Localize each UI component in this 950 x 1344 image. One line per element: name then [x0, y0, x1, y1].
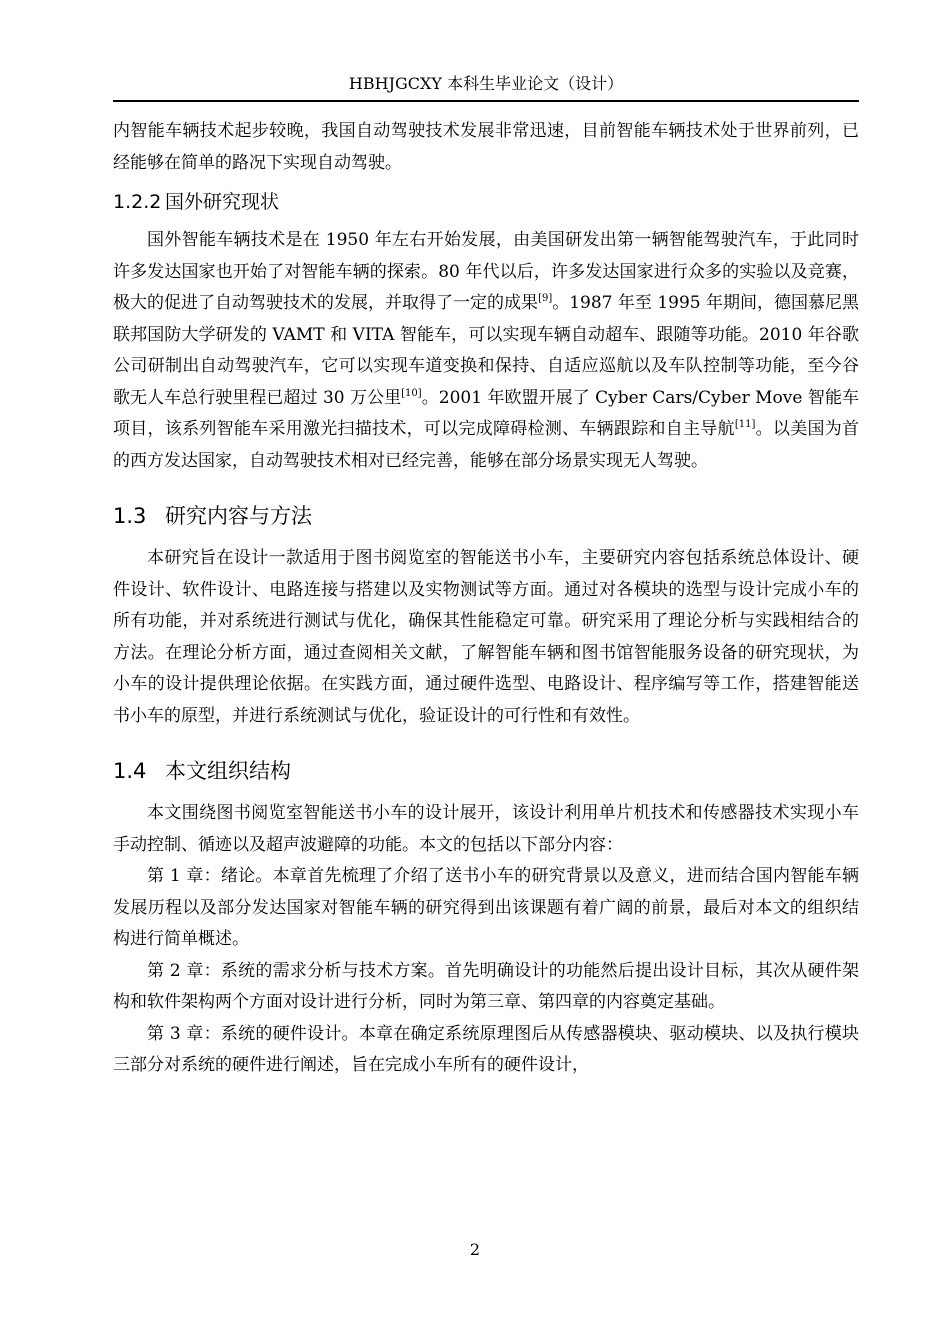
paragraph-research-content: 本研究旨在设计一款适用于图书阅览室的智能送书小车，主要研究内容包括系统总体设计、硬件设计、软件设计、电路连接与搭建以及实物测试等方面。通过对各模块的选型与设计完成小车的所有功能，并对系统进行测试与优化，确保其性能稳定可靠。研究采用了理论分析与实践相结合的方法。在理论分析方面，通过查阅相关文献，了解智能车辆和图书馆智能服务设备的研究现状，为小车的设计提供理论依据。在实践方面，通过硬件选型、电路设计、程序编写等工作，搭建智能送书小车的原型，并进行系统测试与优化，验证设计的可行性和有效性。 [113, 548, 859, 726]
paragraph-text: 。1987 年至 1995 年期间，德国慕尼黑联邦国防大学研发的 VAMT 和 VITA 智能车，可以实现车辆自动超车、跟随等功能。2010 年谷歌公司研制出自动驾驶汽车，它可以实现车道变换和保持、自适应巡航以及车队控制等功能，至今谷歌无人车总行驶里程已超过 30 万公里 [113, 293, 860, 408]
section-title: 国外研究现状 [165, 191, 280, 213]
paragraph-organization: 本文围绕图书阅览室智能送书小车的设计展开，该设计利用单片机技术和传感器技术实现小车手动控制、循迹以及超声波避障的功能。本文的包括以下部分内容： [113, 803, 859, 855]
header-divider [113, 100, 859, 102]
page-number: 2 [469, 1240, 481, 1259]
paragraph-text: 国外智能车辆技术是在 1950 年左右开始发展，由美国研发出第一辆智能驾驶汽车，于此同时许多发达国家也开始了对智能车辆的探索。80 年代以后，许多发达国家进行众多的实验以及竞赛，极大的促进了自动驾驶技术的发展，并取得了一定的成果 [113, 230, 859, 313]
citation-ref: [9] [538, 293, 553, 304]
page-header: HBHJGCXY 本科生毕业论文（设计） [348, 74, 624, 93]
section-heading-1-4 [113, 754, 859, 788]
section-number: 1.4 [113, 759, 147, 783]
chapter-summary: 第 1 章：绪论。本章首先梳理了介绍了送书小车的研究背景以及意义，进而结合国内智能车辆发展历程以及部分发达国家对智能车辆的研究得到出该课题有着广阔的前景，最后对本文的组织结构进行简单概述。 [113, 866, 859, 949]
paragraph-text: 。以美国为首的西方发达国家，自动驾驶技术相对已经完善，能够在部分场景实现无人驾驶。 [113, 419, 860, 471]
chapter-summary: 第 2 章：系统的需求分析与技术方案。首先明确设计的功能然后提出设计目标，其次从硬件架构和软件架构两个方面对设计进行分析，同时为第三章、第四章的内容奠定基础。 [113, 960, 859, 1012]
paragraph-foreign-research [113, 225, 859, 477]
page-body [113, 116, 859, 1082]
section-title: 研究内容与方法 [165, 504, 312, 528]
citation-ref: [10] [401, 387, 422, 399]
section-number: 1.3 [113, 504, 147, 528]
intro-paragraph: 内智能车辆技术起步较晚，我国自动驾驶技术发展非常迅速，目前智能车辆技术处于世界前列，已经能够在简单的路况下实现自动驾驶。 [113, 121, 859, 173]
citation-ref: [11] [734, 419, 756, 430]
section-title: 本文组织结构 [165, 759, 291, 783]
section-number: 1.2.2 [113, 191, 162, 213]
paragraph-text: 。2001 年欧盟开展了 Cyber Cars/Cyber Move 智能车项目，该系列智能车采用激光扫描技术，可以完成障碍检测、车辆跟踪和自主导航 [113, 387, 859, 439]
chapter-summary: 第 3 章：系统的硬件设计。本章在确定系统原理图后从传感器模块、驱动模块、以及执行模块三部分对系统的硬件进行阐述，旨在完成小车所有的硬件设计， [113, 1023, 859, 1075]
section-heading-1-2-2 [113, 187, 859, 217]
section-heading-1-3 [113, 499, 859, 533]
